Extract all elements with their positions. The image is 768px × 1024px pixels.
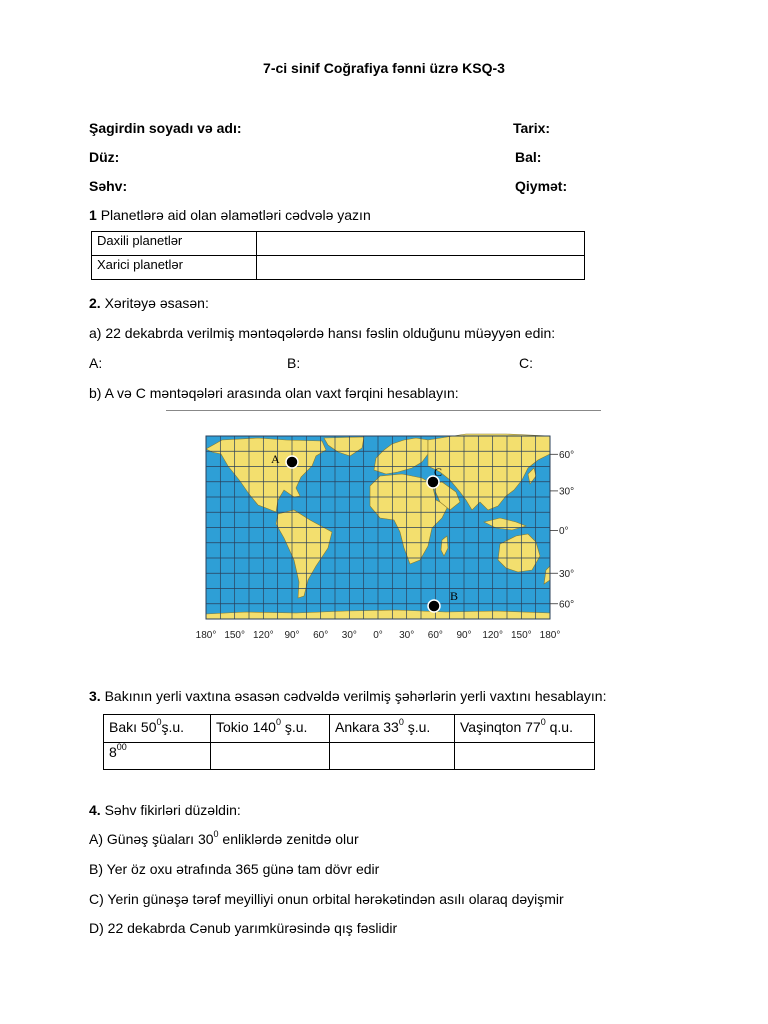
ankara-time-answer[interactable] bbox=[330, 743, 455, 770]
score-label: Bal: bbox=[515, 149, 542, 165]
inner-planets-label: Daxili planetlər bbox=[92, 232, 257, 256]
latitude-labels bbox=[559, 450, 574, 610]
question-4-text: Səhv fikirləri düzəldin: bbox=[104, 802, 241, 818]
longitude-label: 180° bbox=[539, 630, 561, 641]
map-point-a bbox=[286, 456, 298, 468]
longitude-label: 0° bbox=[373, 630, 383, 641]
latitude-ticks bbox=[550, 454, 558, 603]
correct-label: Düz: bbox=[89, 149, 120, 165]
longitude-label: 180° bbox=[195, 630, 217, 641]
table-row bbox=[104, 715, 595, 743]
question-4-number: 4. bbox=[89, 802, 101, 818]
latitude-label: 0° bbox=[559, 526, 569, 538]
question-2b-text: b) A və C məntəqələri arasında olan vaxt fərqini hesablayın: bbox=[89, 385, 459, 401]
longitude-label: 30° bbox=[341, 630, 357, 641]
question-3-number: 3. bbox=[89, 688, 101, 704]
question-1-number: 1 bbox=[89, 207, 97, 223]
map-point-label-a: A bbox=[271, 452, 280, 466]
map-top-rule bbox=[166, 410, 601, 411]
longitude-label: 60° bbox=[313, 630, 329, 641]
student-name-label: Şagirdin soyadı və adı: bbox=[89, 120, 242, 136]
table-row bbox=[104, 743, 595, 770]
answer-label-a: A: bbox=[89, 355, 103, 371]
longitude-label: 150° bbox=[510, 630, 532, 641]
city-baku: Bakı $50^0ş.u$. bbox=[104, 715, 211, 743]
world-map-figure bbox=[166, 414, 600, 647]
page-title: 7-ci sinif Coğrafiya fənni üzrə KSQ-3 bbox=[263, 60, 505, 76]
longitude-label: 60° bbox=[427, 630, 443, 641]
baku-time: $8^{00}$ bbox=[104, 743, 211, 770]
answer-label-b: B: bbox=[287, 355, 301, 371]
latitude-label: 30° bbox=[559, 568, 575, 580]
longitude-label: 150° bbox=[224, 630, 246, 641]
longitude-label: 120° bbox=[252, 630, 274, 641]
outer-planets-label: Xarici planetlər bbox=[92, 256, 257, 280]
question-3 bbox=[89, 688, 607, 705]
latitude-label: 60° bbox=[559, 449, 575, 461]
longitude-label: 90° bbox=[284, 630, 300, 641]
planets-table bbox=[91, 231, 585, 280]
outer-planets-answer[interactable] bbox=[257, 256, 585, 280]
answer-label-c: C: bbox=[519, 355, 533, 371]
question-2a-text: a) 22 dekabrda verilmiş məntəqələrdə hansı fəslin olduğunu müəyyən edin: bbox=[89, 325, 556, 341]
map-point-label-c: C bbox=[434, 465, 443, 479]
table-row bbox=[92, 256, 585, 280]
inner-planets-answer[interactable] bbox=[257, 232, 585, 256]
longitude-label: 30° bbox=[399, 630, 415, 641]
question-2-text: Xəritəyə əsasən: bbox=[104, 295, 209, 311]
question-3-text: Bakının yerli vaxtına əsasən cədvəldə verilmiş şəhərlərin yerli vaxtını hesablayın: bbox=[104, 688, 607, 704]
date-label: Tarix: bbox=[513, 120, 551, 136]
latitude-label: 30° bbox=[559, 486, 575, 498]
city-washington: Vaşinqton $77^0$ q.u. bbox=[455, 715, 595, 743]
grade-label: Qiymət: bbox=[515, 178, 568, 194]
longitude-label: 90° bbox=[456, 630, 472, 641]
wrong-label: Səhv: bbox=[89, 178, 128, 194]
statement-c: C) Yerin günəşə tərəf meyilliyi onun orbital hərəkətindən asılı olaraq dəyişmir bbox=[89, 891, 564, 907]
question-4 bbox=[89, 802, 241, 819]
statement-a: A) Günəş şüaları $30^0$ enliklərdə zenitdə olur bbox=[89, 829, 359, 847]
city-tokyo: Tokio $140^0$ ş.u. bbox=[211, 715, 330, 743]
washington-time-answer[interactable] bbox=[455, 743, 595, 770]
world-map bbox=[166, 414, 600, 647]
tokyo-time-answer[interactable] bbox=[211, 743, 330, 770]
question-1 bbox=[89, 207, 371, 224]
question-2 bbox=[89, 295, 209, 312]
longitude-labels bbox=[196, 630, 561, 641]
statement-b: B) Yer öz oxu ətrafında 365 günə tam dövr edir bbox=[89, 861, 380, 877]
question-1-text: Planetlərə aid olan əlamətləri cədvələ yazın bbox=[100, 207, 371, 223]
statement-d: D) 22 dekabrda Cənub yarımkürəsində qış fəslidir bbox=[89, 920, 398, 936]
question-2-number: 2. bbox=[89, 295, 101, 311]
map-point-b bbox=[428, 600, 440, 612]
longitude-label: 120° bbox=[482, 630, 504, 641]
time-table bbox=[103, 714, 595, 770]
table-row bbox=[92, 232, 585, 256]
map-point-label-b: B bbox=[450, 589, 459, 603]
city-ankara: Ankara $33^0$ ş.u. bbox=[330, 715, 455, 743]
latitude-label: 60° bbox=[559, 599, 575, 611]
